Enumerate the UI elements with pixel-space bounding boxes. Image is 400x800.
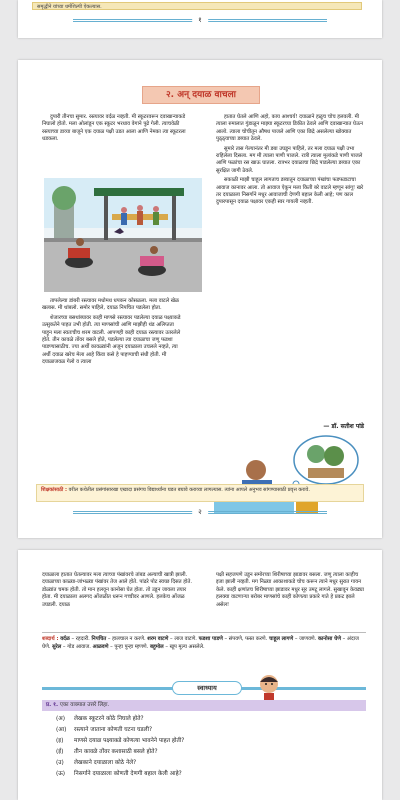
lesson-page [18,60,382,538]
question-item: (आ) रस्त्याने जाताना कोणती घटना घडली? [56,727,153,733]
exercise-page [18,550,382,800]
question-header: प्र. १. एका वाक्यात उत्तरे लिहा. [42,700,366,711]
page-number: १ [192,14,208,26]
text-column-right: पक्षी सहजपणे उडून समोरच्या शिरीषाच्या झाडावर बसला. जणू त्याला काहीच इजा झाली नव्हती. मग निळ्या आकाशाकडे चोच करून त्याने मधुर सुरात गायन केले. काही क्षणांतच शिरीषाच्या झाडावर मधुर सूर उमटू लागले. सुखावून केवढ्या हलक्या वाटणाऱ्या बरोबर माणसांचे काही कोणत्या प्रकारे गाते हे प्रकट झाले असेल! [216,572,364,608]
street-scene-illustration [44,178,202,292]
question-list [56,714,356,780]
page-number-band [73,506,327,518]
text-column-left-top [42,114,192,146]
paragraph: हातात घेतले आणि अहो, काय आश्चर्य! दयाळाने हळूच चोच हलवली. मी त्याला रुमालात गुंडाळून माझ्या स्कूटरच्या डिकीत ठेवले आणि दवाखान्यात घेऊन आलो. त्याला चोचीतून औषध पाजले आणि एका छिद्रे असलेल्या खोक्यात पुठ्ठ्याच्या डब्यात ठेवले. [216,114,363,143]
text-column-left: दयाळाला हातात घेतल्यावर मला त्याच्या पंखांवरचे तांबड अल्याची खात्री झाली. दयाळाच्या काळ्या-जांभळ्या पंखांवर तेज आले होते. पांढरे पोट स्वच्छ दिसत होते. डोळ्यांत चमक होती. तो मान हलवून कानोसा घेत होता. तो उडून जायला तयार होता. मी दयाळाला अलगद ओंजळीत धरून गच्चीवर आणले. हलकेच ओंजळ उघडली. दयाळ [42,572,192,608]
question-item: (ई) तीन कावळे तोंवर कशासाठी बसले होते? [56,749,158,755]
page-number-band [73,14,327,26]
glossary-entry: फडशा पाडणे – संपवणे, फस्त करणे. [198,636,268,642]
glossary-entry: बहुमोल – खूप मूल्य असलेले. [149,643,205,650]
glossary-entry: निपचित – हालचाल न करणे. [91,636,146,642]
glossary-entry: सुरेल – गोड आवाज. [52,643,91,650]
question-item: (इ) माणसे दयाळ पक्ष्याकडे कोणत्या भावनेने पाहत होती? [56,738,185,744]
question-item: (उ) लेखकाने दयाळाला कोठे नेले? [56,760,137,766]
previous-note-bar: समृद्धीने यांच्या धर्मशिल्पी ऐकल्यास. [32,2,362,10]
paragraph: दुपारी तीनचा सुमार. रस्त्यावर वर्दळ नव्हती. मी स्कूटरवरून दवाखान्याकडे निघालो होतो. मला ओलांडून एक स्कूटर भरधाव वेगाने पुढे गेली. त्याचवेळी रस्त्याच्या डाव्या बाजूने एक दयाळ पक्षी उडत आला आणि नेमका त्या स्कूटरला धडकला. [42,114,186,143]
section-pill: स्वाध्याय [172,681,242,695]
question-item: (ऊ) निसर्गाने दयाळाला कोणती देणगी बहाल केली आहे? [56,771,182,777]
paragraph: शेजारच्या बसथांब्यावर काही माणसे रस्त्यावर पडलेल्या दयाळ पक्ष्याकडे उत्सुकतेने पाहत उभी होती. त्या माणसांची आणि माझीही थंड अलिप्तता पाहून मला स्वतःचीच शरम वाटली. आपणही काही दयाळ रस्त्यावर उतरलेले होते. तीन कावळे तोंवर बसले होते, पडलेल्या त्या दयाळाचा जणू फडशा पाडण्यासाठीच. ज्या अर्थी कावळ्यांनी अजून दयाळाला उचलले नव्हते, त्या अर्थी दयाळ खरेच मेला आहे किंवा कसे हे पाहण्याची संधी होती. मी दयाळाजवळ गेलो व त्याला [42,314,181,366]
text-column-left-bottom [42,298,182,369]
glossary-entry: शरम वाटणे – लाज वाटणे. [147,636,197,642]
glossary-entry: आळवणे – पुन्हा पुन्हा म्हणणे. [92,643,149,650]
glossary-entry: कानोसा घेणे – अंदाज घेणे. [42,636,359,650]
glossary-entry: चाहूल लागणे – जाणवणे. [268,636,317,642]
paragraph: सुमारे तास गेल्यानंतर मी डबा उघडून पाहिले, तर मला दयाळ पक्षी उभा राहिलेला दिसला. मग मी त्याला पाणी पाजले. रात्री त्याला मुलांकडे पाणी पाजले आणि फळांचा रस खाऊ घातला. रात्रभर दयाळाचा छिद्रे पाडलेल्या डब्यात एका सुरक्षित जागी ठेवले. [216,145,363,174]
paragraph: सकाळी माझी चाहूल लागताच डब्यातून दयाळाच्या पंखांचा फडफडाटाचा आवाज कानावर आला. तो आवाज ऐकून मला किती बरे वाटले म्हणून सांगू! खरे तर दयाळाला निसर्गाने मधुर आवाजाची देणगी बहाल केली आहे; पण काल दुपारपासून दयाळ पक्षावर एकही स्वर गायली नव्हती. [216,177,364,206]
page-number: २ [192,506,208,518]
glossary: शब्दार्थ : वर्दळ – रहदारी. निपचित – हालचाल न करणे. शरम वाटणे – लाज वाटणे. फडशा पाडणे – संपवणे, फस्त करणे. चाहूल लागणे – जाणवणे. कानोसा घेणे – अंदाज घेणे. सुरेल – गोड आवाज. आळवणे – पुन्हा पुन्हा म्हणणे. बहुमोल – खूप मूल्य असलेले. [42,632,366,651]
lesson-title: २. अन् दयाळ वाचला [142,86,260,104]
author-signature: — डॉ. सतीश पांडे [323,423,364,430]
paragraph: तापलेल्या डांबरी रस्त्यावर मधोमध धपकन कोसळला. मला वाटले खेळ खलास. मी थांबलो. समोर पाहिले, दयाळ निपचित पडलेला होता. [42,298,179,312]
question-item: (अ) लेखक स्कूटरने कोठे निघाले होते? [56,716,144,722]
exercise-section-band [42,680,366,696]
glossary-entry: वर्दळ – रहदारी. [60,636,90,642]
previous-page-fragment [18,0,382,38]
text-column-right-top [216,114,366,209]
teacher-note: शिक्षकांसाठी : वरील कथेतील प्रसंगांसारखा एखादा प्रसंगच विद्यार्थ्यांना घडत बघावे कराव्या लागल्यास. त्यांना आपले अनुभव सांगण्यासाठी प्रवृत्त करावे. [36,484,364,502]
thinking-face-icon [256,672,282,700]
